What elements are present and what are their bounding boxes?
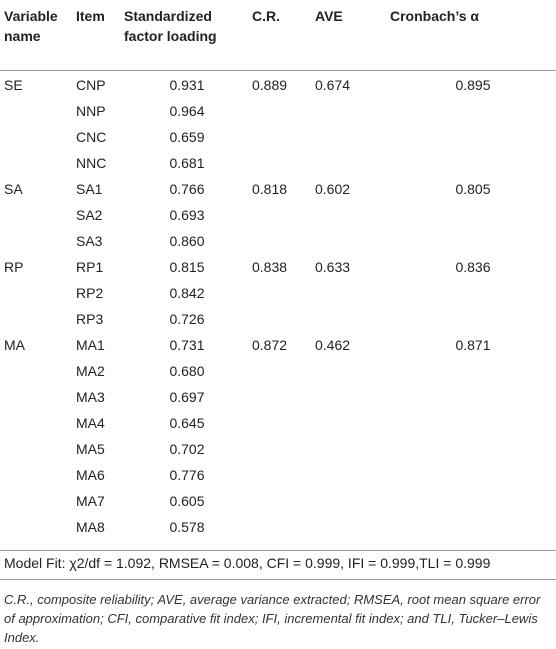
table-footnote: C.R., composite reliability; AVE, average variance extracted; RMSEA, root mean square error of approximation; CFI, comparative fit index; IFI, incremental fit index; and TLI, Tucker–Lewis Index. xyxy=(4,592,541,645)
cell-cr xyxy=(250,410,315,436)
header-ave: AVE xyxy=(315,8,343,24)
table-row xyxy=(0,332,556,358)
cell-item: MA3 xyxy=(76,389,105,405)
header-cr: C.R. xyxy=(252,8,280,24)
cell-alpha xyxy=(390,280,556,306)
cell-alpha xyxy=(390,228,556,254)
cell-item: SA3 xyxy=(76,233,103,249)
table-row xyxy=(0,228,556,254)
cell-ave: 0.633 xyxy=(315,259,351,275)
cell-variable xyxy=(0,202,76,228)
cell-loading: 0.776 xyxy=(169,467,205,483)
cell-loading: 0.645 xyxy=(169,415,205,431)
cell-item: SA1 xyxy=(76,181,103,197)
cell-variable xyxy=(0,358,76,384)
cell-variable xyxy=(0,228,76,254)
cell-variable xyxy=(0,124,76,150)
cell-ave xyxy=(315,436,390,462)
cell-alpha: 0.836 xyxy=(455,259,491,275)
table-row xyxy=(0,306,556,332)
table-row xyxy=(0,358,556,384)
cell-ave: 0.462 xyxy=(315,337,351,353)
cell-cr xyxy=(250,228,315,254)
cell-loading: 0.702 xyxy=(169,441,205,457)
cell-loading: 0.659 xyxy=(169,129,205,145)
cell-cr xyxy=(250,436,315,462)
table-row xyxy=(0,150,556,176)
cell-loading: 0.931 xyxy=(169,77,205,93)
cell-item: NNP xyxy=(76,103,106,119)
header-alpha: Cronbach’s α xyxy=(390,8,479,24)
table-row xyxy=(0,280,556,306)
cell-ave xyxy=(315,124,390,150)
cell-ave xyxy=(315,488,390,514)
cell-cr xyxy=(250,124,315,150)
table-row xyxy=(0,72,556,98)
cell-item: MA4 xyxy=(76,415,105,431)
cell-item: CNP xyxy=(76,77,106,93)
header-variable-name: Variable name xyxy=(4,8,58,44)
cell-variable xyxy=(0,514,76,540)
cell-ave xyxy=(315,410,390,436)
cell-loading: 0.842 xyxy=(169,285,205,301)
cell-alpha xyxy=(390,462,556,488)
cell-loading: 0.860 xyxy=(169,233,205,249)
table-row xyxy=(0,98,556,124)
cell-item: MA6 xyxy=(76,467,105,483)
cell-cr xyxy=(250,384,315,410)
model-fit-text: Model Fit: χ2/df = 1.092, RMSEA = 0.008, CFI = 0.999, IFI = 0.999,TLI = 0.999 xyxy=(4,555,491,571)
cell-item: RP3 xyxy=(76,311,104,327)
cell-ave: 0.602 xyxy=(315,181,351,197)
cell-cr xyxy=(250,358,315,384)
cell-item: MA2 xyxy=(76,363,105,379)
cell-variable: SA xyxy=(4,181,23,197)
cell-item: MA5 xyxy=(76,441,105,457)
table-row xyxy=(0,488,556,514)
table-header-row xyxy=(0,6,556,72)
header-item: Item xyxy=(76,8,105,24)
cell-ave xyxy=(315,228,390,254)
cell-alpha xyxy=(390,514,556,540)
cell-item: RP1 xyxy=(76,259,104,275)
cell-variable xyxy=(0,280,76,306)
cell-ave xyxy=(315,384,390,410)
model-fit-top-rule xyxy=(0,550,556,551)
table-row xyxy=(0,384,556,410)
cell-cr xyxy=(250,462,315,488)
cell-loading: 0.731 xyxy=(169,337,205,353)
table-row xyxy=(0,514,556,540)
cell-item: CNC xyxy=(76,129,107,145)
cell-loading: 0.697 xyxy=(169,389,205,405)
cell-loading: 0.680 xyxy=(169,363,205,379)
cell-cr: 0.889 xyxy=(252,77,288,93)
cell-cr: 0.872 xyxy=(252,337,288,353)
cell-item: MA8 xyxy=(76,519,105,535)
cell-alpha xyxy=(390,98,556,124)
cell-alpha xyxy=(390,358,556,384)
cell-ave xyxy=(315,280,390,306)
results-table xyxy=(0,6,556,540)
cell-alpha xyxy=(390,124,556,150)
cell-variable xyxy=(0,488,76,514)
cell-variable xyxy=(0,306,76,332)
cell-ave xyxy=(315,514,390,540)
cell-variable xyxy=(0,436,76,462)
cell-variable xyxy=(0,384,76,410)
table-row xyxy=(0,124,556,150)
table-row xyxy=(0,176,556,202)
cell-loading: 0.693 xyxy=(169,207,205,223)
table-row xyxy=(0,254,556,280)
cell-cr: 0.818 xyxy=(252,181,288,197)
cell-cr xyxy=(250,514,315,540)
cell-alpha: 0.871 xyxy=(455,337,491,353)
cell-variable xyxy=(0,462,76,488)
cell-loading: 0.964 xyxy=(169,103,205,119)
cell-cr xyxy=(250,280,315,306)
cell-alpha xyxy=(390,306,556,332)
cell-loading: 0.726 xyxy=(169,311,205,327)
cell-ave xyxy=(315,202,390,228)
cell-alpha: 0.805 xyxy=(455,181,491,197)
cell-alpha xyxy=(390,410,556,436)
cell-item: MA1 xyxy=(76,337,105,353)
cell-ave xyxy=(315,98,390,124)
cell-ave xyxy=(315,462,390,488)
cell-loading: 0.766 xyxy=(169,181,205,197)
cell-item: MA7 xyxy=(76,493,105,509)
cell-alpha xyxy=(390,384,556,410)
cell-ave xyxy=(315,306,390,332)
cell-item: NNC xyxy=(76,155,107,171)
table-body xyxy=(0,72,556,540)
cell-ave: 0.674 xyxy=(315,77,351,93)
cell-item: SA2 xyxy=(76,207,103,223)
cell-variable xyxy=(0,150,76,176)
cell-variable xyxy=(0,98,76,124)
cell-variable xyxy=(0,410,76,436)
cell-variable: MA xyxy=(4,337,25,353)
cell-alpha xyxy=(390,436,556,462)
cell-cr xyxy=(250,306,315,332)
cell-variable: SE xyxy=(4,77,23,93)
cell-cr xyxy=(250,202,315,228)
cell-alpha: 0.895 xyxy=(455,77,491,93)
table-row xyxy=(0,436,556,462)
header-loading: Standardized factor loading xyxy=(124,8,217,44)
cell-cr xyxy=(250,150,315,176)
cell-alpha xyxy=(390,202,556,228)
cell-loading: 0.815 xyxy=(169,259,205,275)
cell-ave xyxy=(315,358,390,384)
cell-cr xyxy=(250,488,315,514)
cell-variable: RP xyxy=(4,259,24,275)
table-row xyxy=(0,202,556,228)
cell-loading: 0.681 xyxy=(169,155,205,171)
cell-loading: 0.578 xyxy=(169,519,205,535)
cell-loading: 0.605 xyxy=(169,493,205,509)
model-fit-bottom-rule xyxy=(0,579,556,580)
cell-alpha xyxy=(390,488,556,514)
table-row xyxy=(0,410,556,436)
cell-ave xyxy=(315,150,390,176)
cell-alpha xyxy=(390,150,556,176)
cell-cr xyxy=(250,98,315,124)
table-row xyxy=(0,462,556,488)
cell-cr: 0.838 xyxy=(252,259,288,275)
cell-item: RP2 xyxy=(76,285,104,301)
